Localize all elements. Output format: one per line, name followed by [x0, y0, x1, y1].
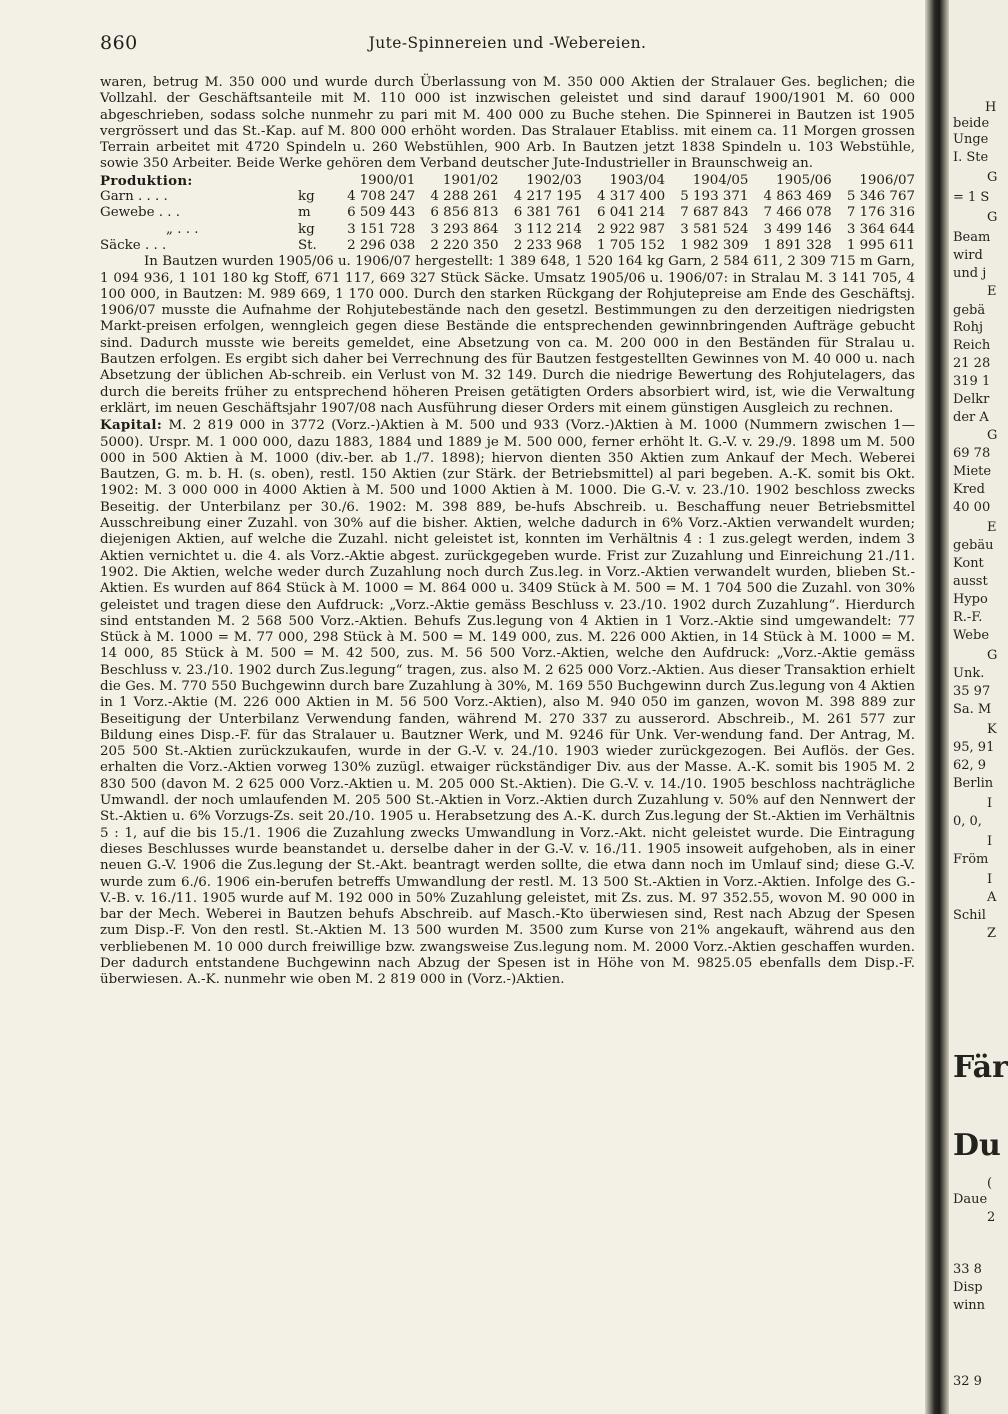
adjacent-fragment: Kred	[953, 482, 985, 497]
page-number: 860	[100, 32, 138, 54]
adjacent-fragment: A	[987, 890, 997, 905]
table-cell: 2 220 350	[430, 237, 499, 253]
adjacent-fragment: K	[987, 722, 997, 737]
adjacent-fragment: Berlin	[953, 776, 994, 791]
table-cell: 6 041 214	[596, 205, 666, 221]
adjacent-fragment: Rohj	[953, 320, 984, 335]
table-cell: 6 856 813	[430, 205, 499, 221]
adjacent-fragment: Unk.	[953, 666, 985, 681]
production-row-garn	[100, 189, 915, 205]
adjacent-fragment: I	[987, 834, 993, 849]
production-section	[100, 173, 915, 254]
row-unit: St.	[298, 237, 317, 253]
row-unit: m	[298, 205, 311, 221]
production-row-gewebe-kg	[100, 222, 915, 238]
production-row-gewebe-m	[100, 205, 915, 221]
adjacent-fragment: Sa. M	[953, 702, 992, 717]
adjacent-fragment: 62, 9	[953, 758, 987, 773]
running-head: Jute-Spinnereien und -Webereien.	[368, 34, 647, 52]
main-text-column	[100, 75, 915, 989]
book-gutter	[925, 0, 949, 1414]
adjacent-fragment: = 1 S	[953, 190, 990, 205]
adjacent-fragment: Daue	[953, 1192, 988, 1207]
adjacent-fragment: Hypo	[953, 592, 988, 607]
adjacent-fragment: G	[987, 428, 998, 443]
bautzen-paragraph: In Bautzen wurden 1905/06 u. 1906/07 hergestellt: 1 389 648, 1 520 164 kg Garn, 2 584 611, 2 309 715 m Garn, 1 094 936, 1 101 180 kg Stoff, 671 117, 669 327 Stück Säcke. Umsatz 1905/06 u. 1906/07: in Stralau M. 3 141 705, 4 100 000, in Bautzen: M. 989 669, 1 170 000. Durch den starken Rückgang der Rohjutepreise am Ende des Geschäftsj. 1906/07 musste die Aufnahme der Rohjutebestände nach den gesetzl. Bestimmungen zu den derzeitigen niedrigsten Markt-preisen erfolgen, wenngleich gegen diese Bestände die entsprechenden gewinnbringenden Aufträge gebucht sind. Dadurch musste wie bereits gemeldet, eine Absetzung von ca. M. 200 000 in den Beständen für Stralau u. Bautzen erfolgen. Es ergibt sich daher bei Verrechnung des für Bautzen festgestellten Gewinnes von M. 40 000 u. nach Absetzung der üblichen Ab-schreib. ein Verlust von M. 32 149. Durch die niedrige Bewertung des Rohjutelagers, das durch die bereits früher zu entsprechend höheren Preisen getätigten Orders absorbiert wird, ist, wie die Verwaltung erklärt, im neuen Geschäftsjahr 1907/08 nach Ausführung dieser Orders mit einem günstigen Ausgleich zu rechnen.	[100, 254, 915, 416]
adjacent-fragment: I	[987, 872, 993, 887]
adjacent-fragment: ausst	[953, 574, 988, 589]
adjacent-fragment: 95, 91	[953, 740, 995, 755]
table-cell: 2 233 968	[513, 237, 582, 253]
adjacent-page-edge	[949, 0, 1008, 1414]
year-heading: 1903/04	[609, 172, 666, 188]
adjacent-fragment: Delkr	[953, 392, 990, 407]
table-cell: 4 217 195	[513, 189, 582, 205]
adjacent-fragment: und j	[953, 266, 987, 281]
production-title: Produktion:	[100, 172, 193, 189]
adjacent-fragment: 319 1	[953, 374, 991, 389]
row-label: Säcke . . .	[100, 237, 167, 253]
adjacent-fragment: G	[987, 170, 998, 185]
adjacent-fragment: E	[987, 520, 997, 535]
row-label: Gewebe . . .	[100, 205, 181, 221]
adjacent-fragment: 33 8	[953, 1262, 982, 1277]
adjacent-fragment: Schil	[953, 908, 986, 923]
row-label: Garn . . . .	[100, 189, 168, 205]
adjacent-fragment: Kont	[953, 556, 984, 571]
table-cell: 7 466 078	[763, 205, 832, 221]
year-heading: 1904/05	[692, 172, 749, 188]
adjacent-fragment: (	[987, 1176, 993, 1191]
kapital-text: M. 2 819 000 in 3772 (Vorz.-)Aktien à M. 500 und 933 (Vorz.-)Aktien à M. 1000 (Nummern zwischen 1—5000). Urspr. M. 1 000 000, dazu 1883, 1884 und 1889 je M. 500 000, ferner erhöht lt. G.-V. v. 29./9. 1898 um M. 500 000 in 500 Aktien à M. 1000 (div.-ber. ab 1./7. 1898); hiervon dienten 350 Aktien zum Ankauf der Mech. Weberei Bautzen, G. m. b. H. (s. oben), restl. 150 Aktien (zur Stärk. der Betriebsmittel) al pari begeben. A.-K. somit bis Okt. 1902: M. 3 000 000 in 4000 Aktien à M. 500 und 1000 Aktien à M. 1000. Die G.-V. v. 23./10. 1902 beschloss zwecks Beseitig. der Unterbilanz per 30./6. 1902: M. 398 889, be-hufs Abschreib. u. Beschaffung neuer Betriebsmittel Ausschreibung einer Zuzahl. von 30% auf die bisher. Aktien, welche dadurch in 6% Vorz.-Aktien verwandelt wurden; diejenigen Aktien, auf welche die Zuzahl. nicht geleistet ist, konnten im Verhältnis 4 : 1 zus.gelegt werden, indem 3 Aktien vernichtet u. die 4. als Vorz.-Aktie abgest. zurückgegeben wurde. Frist zur Zuzahlung und Einreichung 21./11. 1902. Die Aktien, welche weder durch Zuzahlung noch durch Zus.leg. in Vorz.-Aktien verwandelt wurden, blieben St.-Aktien. Es wurden auf 864 Stück à M. 1000 = M. 864 000 u. 3409 Stück à M. 500 = M. 1 704 500 die Zuzahl. von 30% geleistet und tragen diese den Aufdruck: „Vorz.-Aktie gemäss Beschluss v. 23./10. 1902 durch Zuzahlung“. Hierdurch sind entstanden M. 2 568 500 Vorz.-Aktien. Behufs Zus.legung von 4 Aktien in 1 Vorz.-Aktie sind umgewandelt: 77 Stück à M. 1000 = M. 77 000, 298 Stück à M. 500 = M. 149 000, zus. M. 226 000 Aktien, in 14 Stück à M. 1000 = M. 14 000, 85 Stück à M. 500 = M. 42 500, zus. M. 56 500 Vorz.-Aktien, welche den Aufdruck: „Vorz.-Aktie gemäss Beschluss v. 23./10. 1902 durch Zus.legung“ tragen, zus. also M. 2 625 000 Vorz.-Aktien. Aus dieser Transaktion erhielt die Ges. M. 770 550 Buchgewinn durch bare Zuzahlung à 30%, M. 169 550 Buchgewinn durch Zus.legung von 4 Aktien in 1 Vorz.-Aktie (M. 226 000 Aktien in M. 56 500 Vorz.-Aktien), also M. 940 050 im ganzen, wovon M. 398 889 zur Beseitigung der Unterbilanz Verwendung fanden, während M. 270 337 zu ausserord. Abschreib., M. 261 577 zur Bildung eines Disp.-F. für das Stralauer u. Bautzner Werk, und M. 9246 für Unk. Ver-wendung fand. Der Antrag, M. 205 500 St.-Aktien zurückzukaufen, wurde in der G.-V. v. 24./10. 1903 wieder zurückgezogen. Bei Auflös. der Ges. erhalten die Vorz.-Aktien vorweg 130% zuzügl. etwaiger rückständiger Div. aus der Masse. A.-K. somit bis 1905 M. 2 830 500 (davon M. 2 625 000 Vorz.-Aktien u. M. 205 000 St.-Aktien). Die G.-V. v. 14./10. 1905 beschloss nachträgliche Umwandl. der noch umlaufenden M. 205 500 St.-Aktien in Vorz.-Aktien durch Zuzahlung v. 50% auf den Nennwert der St.-Aktien u. 6% Vorzugs-Zs. seit 20./10. 1905 u. Herabsetzung des A.-K. durch Zus.legung der St.-Aktien im Verhältnis 5 : 1, auf die bis 15./1. 1906 die Zuzahlung zwecks Umwandlung in Vorz.-Akt. nicht geleistet wurde. Die Eintragung dieses Beschlusses wurde beanstandet u. derselbe daher in der G.-V. v. 16./11. 1905 insoweit aufgehoben, als in einer neuen G.-V. 1906 die Zus.legung der St.-Akt. beantragt werden sollte, die etwa dann noch im Umlauf sind; diese G.-V. wurde zum 6./6. 1906 ein-berufen betreffs Umwandlung der restl. M. 13 500 St.-Aktien in Vorz.-Aktien. Infolge des G.-V.-B. v. 16./11. 1905 wurde auf M. 192 000 in 50% Zuzahlung geleistet, mit Zs. zus. M. 97 352.55, wovon M. 90 000 in bar der Mech. Weberei in Bautzen behufs Abschreib. auf Masch.-Kto überwiesen sind, Rest nach Abzug der Spesen zum Disp.-F. Von den restl. St.-Aktien M. 13 500 wurden M. 3500 zum Kurse von 21% angekauft, während aus den verbliebenen M. 10 000 durch freiwillige bzw. zwangsweise Zus.legung nom. M. 2000 Vorz.-Aktien geschaffen wurden. Der dadurch entstandene Buchgewinn nach Abzug der Spesen ist in Höhe von M. 9825.05 ebenfalls dem Disp.-F. überwiesen. A.-K. nunmehr wie oben M. 2 819 000 in (Vorz.-)Aktien.	[100, 418, 916, 988]
adjacent-fragment: G	[987, 210, 998, 225]
year-heading: 1901/02	[442, 172, 499, 188]
adjacent-fragment: Miete	[953, 464, 992, 479]
row-label: „ . . .	[166, 221, 199, 237]
adjacent-fragment: 35 97	[953, 684, 991, 699]
table-cell: 3 499 146	[763, 221, 832, 237]
table-cell: 4 863 469	[763, 189, 832, 205]
adjacent-fragment: I. Ste	[953, 150, 989, 165]
row-unit: kg	[298, 189, 315, 205]
adjacent-fragment: R.-F.	[953, 610, 983, 625]
adjacent-fragment: Disp	[953, 1280, 983, 1295]
adjacent-fragment: Fröm	[953, 852, 989, 867]
table-cell: 1 995 611	[846, 237, 915, 253]
adjacent-heading-fragment: Du	[953, 1128, 1001, 1163]
table-cell: 4 288 261	[430, 189, 499, 205]
table-cell: 3 364 644	[846, 221, 915, 237]
adjacent-fragment: 2	[987, 1210, 996, 1225]
kapital-lead: Kapital:	[100, 417, 163, 434]
adjacent-heading-fragment: Fär	[953, 1050, 1008, 1085]
row-unit: kg	[298, 221, 315, 237]
adjacent-fragment: der A	[953, 410, 989, 425]
production-header-row	[100, 173, 915, 189]
year-heading: 1905/06	[776, 172, 832, 188]
year-heading: 1906/07	[859, 172, 915, 188]
kapital-paragraph	[100, 417, 915, 988]
table-cell: 1 705 152	[596, 237, 666, 253]
adjacent-fragment: Z	[987, 926, 997, 941]
table-cell: 4 317 400	[596, 189, 666, 205]
adjacent-fragment: winn	[953, 1298, 986, 1313]
table-cell: 3 581 524	[680, 221, 749, 237]
year-heading: 1900/01	[359, 172, 416, 188]
production-row-saecke	[100, 238, 915, 254]
adjacent-fragment: 21 28	[953, 356, 991, 371]
table-cell: 1 891 328	[763, 237, 832, 253]
table-cell: 7 687 843	[680, 205, 749, 221]
table-cell: 2 296 038	[347, 237, 416, 253]
table-cell: 4 708 247	[347, 189, 416, 205]
page-header	[100, 32, 915, 60]
adjacent-fragment: Unge	[953, 132, 989, 147]
adjacent-fragment: E	[987, 284, 997, 299]
table-cell: 3 151 728	[347, 221, 416, 237]
table-cell: 7 176 316	[846, 205, 915, 221]
table-cell: 6 381 761	[513, 205, 582, 221]
table-cell: 2 922 987	[596, 221, 666, 237]
adjacent-fragment: Webe	[953, 628, 990, 643]
table-cell: 6 509 443	[347, 205, 416, 221]
adjacent-fragment: Reich	[953, 338, 991, 353]
intro-paragraph: waren, betrug M. 350 000 und wurde durch Überlassung von M. 350 000 Aktien der Stralauer Ges. beglichen; die Vollzahl. der Geschäftsanteile mit M. 110 000 ist inzwischen geleistet und sind darauf 1900/1901 M. 60 000 abgeschrieben, sodass solche nunmehr zu pari mit M. 400 000 zu Buche stehen. Die Spinnerei in Bautzen ist 1905 vergrössert und das St.-Kap. auf M. 800 000 erhöht worden. Das Stralauer Etabliss. mit einem ca. 11 Morgen grossen Terrain arbeitet mit 4720 Spindeln u. 260 Webstühlen, 900 Arb. In Bautzen jetzt 1838 Spindeln u. 103 Webstühle, sowie 350 Arbeiter. Beide Werke gehören dem Verband deutscher Jute-Industrieller in Braunschweig an.	[100, 75, 915, 172]
adjacent-fragment: Beam	[953, 230, 991, 245]
adjacent-fragment: G	[987, 648, 998, 663]
table-cell: 5 346 767	[846, 189, 915, 205]
adjacent-fragment: wird	[953, 248, 983, 263]
adjacent-fragment: gebäu	[953, 538, 994, 553]
adjacent-fragment: 40 00	[953, 500, 991, 515]
adjacent-fragment: 0, 0,	[953, 814, 982, 829]
table-cell: 3 112 214	[513, 221, 582, 237]
adjacent-fragment: 32 9	[953, 1374, 982, 1389]
adjacent-fragment: H	[985, 100, 997, 115]
adjacent-fragment: beide	[953, 116, 990, 131]
adjacent-fragment: 69 78	[953, 446, 991, 461]
production-table	[100, 173, 915, 254]
year-heading: 1902/03	[526, 172, 582, 188]
table-cell: 5 193 371	[680, 189, 749, 205]
adjacent-fragment: gebä	[953, 303, 986, 318]
table-cell: 3 293 864	[430, 221, 499, 237]
adjacent-fragment: I	[987, 796, 993, 811]
table-cell: 1 982 309	[680, 237, 749, 253]
